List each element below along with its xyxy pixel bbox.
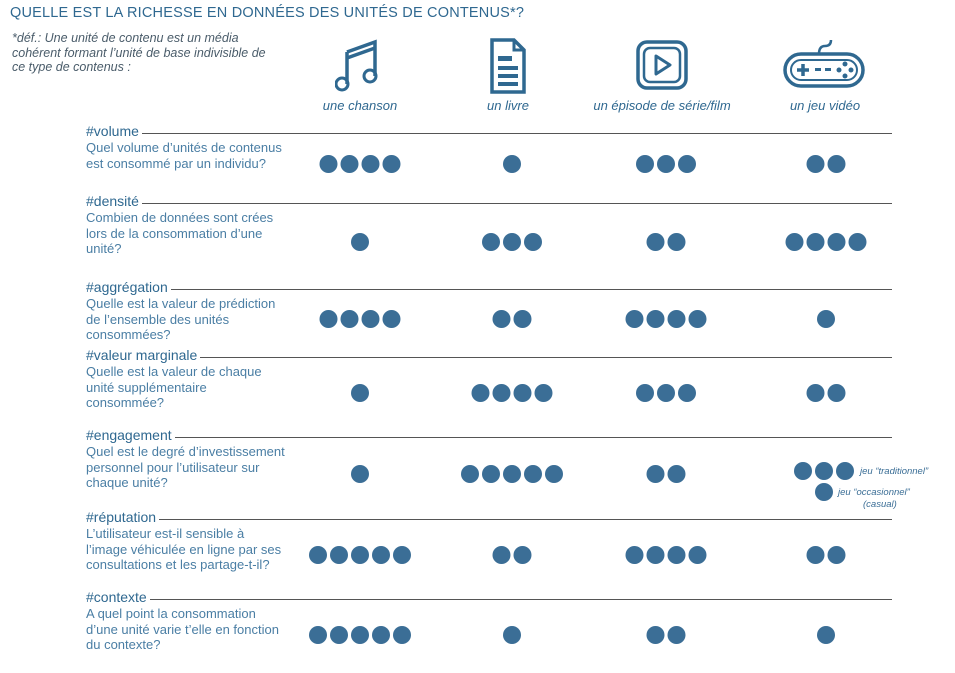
rating-dots xyxy=(786,233,867,251)
rating-dot xyxy=(341,155,359,173)
row-divider xyxy=(86,133,892,134)
rating-dot xyxy=(647,233,665,251)
row-divider xyxy=(86,289,892,290)
rating-dot xyxy=(849,233,867,251)
column-header-song xyxy=(280,36,440,113)
rating-dot xyxy=(341,310,359,328)
column-header-episode xyxy=(582,36,742,113)
rating-dot xyxy=(817,626,835,644)
rating-dot xyxy=(636,384,654,402)
rating-dot xyxy=(320,310,338,328)
criterion-tag: #réputation xyxy=(86,509,159,525)
criterion-question: Quelle est la valeur de prédiction de l’ensemble des unités consommées? xyxy=(86,296,276,342)
rating-dot xyxy=(626,546,644,564)
rating-dot xyxy=(383,310,401,328)
column-header-book xyxy=(428,36,588,113)
rating-dots xyxy=(309,626,411,644)
rating-dots xyxy=(351,465,369,483)
rating-dot xyxy=(668,310,686,328)
engagement-note-traditional: jeu “traditionnel” xyxy=(860,466,929,477)
rating-dot xyxy=(807,546,825,564)
rating-dot xyxy=(309,546,327,564)
music-note-icon xyxy=(335,36,385,96)
rating-dot xyxy=(482,465,500,483)
rating-dot xyxy=(330,546,348,564)
rating-dot xyxy=(514,310,532,328)
rating-dot xyxy=(372,626,390,644)
rating-dot xyxy=(647,546,665,564)
rating-dot xyxy=(668,626,686,644)
column-header-videogame xyxy=(745,36,905,113)
rating-dots xyxy=(807,546,846,564)
rating-dots xyxy=(351,384,369,402)
rating-dot xyxy=(362,310,380,328)
criterion-question: Quel volume d’unités de contenus est consommé par un individu? xyxy=(86,140,282,171)
rating-dot xyxy=(320,155,338,173)
rating-dot xyxy=(626,310,644,328)
row-divider xyxy=(86,437,892,438)
rating-dot xyxy=(351,233,369,251)
rating-dots xyxy=(351,233,369,251)
criterion-tag: #valeur marginale xyxy=(86,347,200,363)
rating-dot xyxy=(503,626,521,644)
rating-dots xyxy=(647,233,686,251)
rating-dots xyxy=(482,233,542,251)
rating-dot xyxy=(493,546,511,564)
rating-dot xyxy=(482,233,500,251)
rating-dot xyxy=(362,155,380,173)
rating-dot xyxy=(786,233,804,251)
rating-dot xyxy=(351,465,369,483)
engagement-note-casual: jeu “occasionnel” xyxy=(838,487,910,498)
rating-dot xyxy=(351,546,369,564)
rating-dot xyxy=(351,626,369,644)
rating-dot xyxy=(503,233,521,251)
rating-dot xyxy=(828,546,846,564)
row-divider xyxy=(86,519,892,520)
rating-dot xyxy=(636,155,654,173)
criterion-row xyxy=(86,279,892,347)
rating-dot xyxy=(657,155,675,173)
rating-dot xyxy=(815,462,833,480)
rating-dots xyxy=(503,626,521,644)
rating-dot xyxy=(678,384,696,402)
rating-dots xyxy=(493,310,532,328)
rating-dot xyxy=(668,546,686,564)
rating-dot xyxy=(351,384,369,402)
rating-dot xyxy=(461,465,479,483)
criterion-tag: #engagement xyxy=(86,427,175,443)
rating-dot xyxy=(815,483,833,501)
criterion-row xyxy=(86,509,892,589)
rating-dot xyxy=(689,546,707,564)
rating-dot xyxy=(309,626,327,644)
column-label: un épisode de série/film xyxy=(593,98,731,113)
rating-dot xyxy=(647,626,665,644)
rating-dot xyxy=(817,310,835,328)
rating-dots xyxy=(493,546,532,564)
rating-dot xyxy=(828,233,846,251)
rating-dot xyxy=(383,155,401,173)
rating-dots xyxy=(794,462,854,480)
rating-dot xyxy=(807,233,825,251)
rating-dot xyxy=(503,465,521,483)
page-title: QUELLE EST LA RICHESSE EN DONNÉES DES UNITÉS DE CONTENUS*? xyxy=(10,5,525,21)
rating-dot xyxy=(503,155,521,173)
rating-dots xyxy=(636,384,696,402)
rating-dot xyxy=(668,465,686,483)
rating-dot xyxy=(524,233,542,251)
rating-dot xyxy=(372,546,390,564)
rating-dots xyxy=(320,310,401,328)
rating-dots xyxy=(309,546,411,564)
definition-note: *déf.: Une unité de contenu est un média cohérent formant l’unité de base indivisible de ce type de contenus : xyxy=(12,31,266,74)
rating-dot xyxy=(657,384,675,402)
criterion-question: Combien de données sont crées lors de la consommation d’une unité? xyxy=(86,210,274,256)
rating-dot xyxy=(330,626,348,644)
rating-dot xyxy=(393,546,411,564)
rating-dots xyxy=(817,310,835,328)
rating-dots xyxy=(647,626,686,644)
rating-dot xyxy=(828,155,846,173)
rating-dot xyxy=(689,310,707,328)
criterion-tag: #densité xyxy=(86,193,142,209)
rating-dot xyxy=(493,384,511,402)
rating-dot xyxy=(807,384,825,402)
rating-dot xyxy=(472,384,490,402)
rating-dots xyxy=(817,626,835,644)
criterion-tag: #aggrégation xyxy=(86,279,171,295)
rating-dots xyxy=(647,465,686,483)
rating-dot xyxy=(514,384,532,402)
criterion-tag: #volume xyxy=(86,123,142,139)
document-icon xyxy=(486,36,530,96)
criterion-row xyxy=(86,123,892,193)
rating-dot xyxy=(393,626,411,644)
rating-dots xyxy=(626,546,707,564)
play-icon xyxy=(634,36,690,96)
rating-dot xyxy=(807,155,825,173)
rating-dots xyxy=(461,465,563,483)
criterion-row xyxy=(86,589,892,669)
criterion-question: L’utilisateur est-il sensible à l’image véhiculée en ligne par ses consultations et les partage-t-il? xyxy=(86,526,282,572)
rating-dot xyxy=(836,462,854,480)
rating-dot xyxy=(535,384,553,402)
rating-dot xyxy=(514,546,532,564)
rating-dots xyxy=(807,384,846,402)
engagement-note-casual-sub: (casual) xyxy=(863,499,897,510)
rating-dots xyxy=(503,155,521,173)
row-divider xyxy=(86,599,892,600)
criterion-question: A quel point la consommation d’une unité varie t’elle en fonction du contexte? xyxy=(86,606,279,652)
row-divider xyxy=(86,357,892,358)
rating-dot xyxy=(647,465,665,483)
rating-dots xyxy=(815,483,833,501)
rating-dots xyxy=(636,155,696,173)
rating-dot xyxy=(524,465,542,483)
rating-dot xyxy=(794,462,812,480)
gamepad-icon xyxy=(783,36,867,96)
rating-dot xyxy=(647,310,665,328)
rating-dots xyxy=(320,155,401,173)
criterion-question: Quelle est la valeur de chaque unité supplémentaire consommée? xyxy=(86,364,262,410)
rating-dot xyxy=(668,233,686,251)
column-label: un livre xyxy=(487,98,529,113)
rating-dot xyxy=(545,465,563,483)
rating-dot xyxy=(493,310,511,328)
rating-dots xyxy=(807,155,846,173)
column-label: un jeu vidéo xyxy=(789,98,861,113)
rating-dot xyxy=(828,384,846,402)
criterion-tag: #contexte xyxy=(86,589,150,605)
rating-dots xyxy=(472,384,553,402)
rating-dots xyxy=(626,310,707,328)
criterion-question: Quel est le degré d’investissement personnel pour l’utilisateur sur chaque unité? xyxy=(86,444,285,490)
row-divider xyxy=(86,203,892,204)
column-label: une chanson xyxy=(322,98,398,113)
rating-dot xyxy=(678,155,696,173)
